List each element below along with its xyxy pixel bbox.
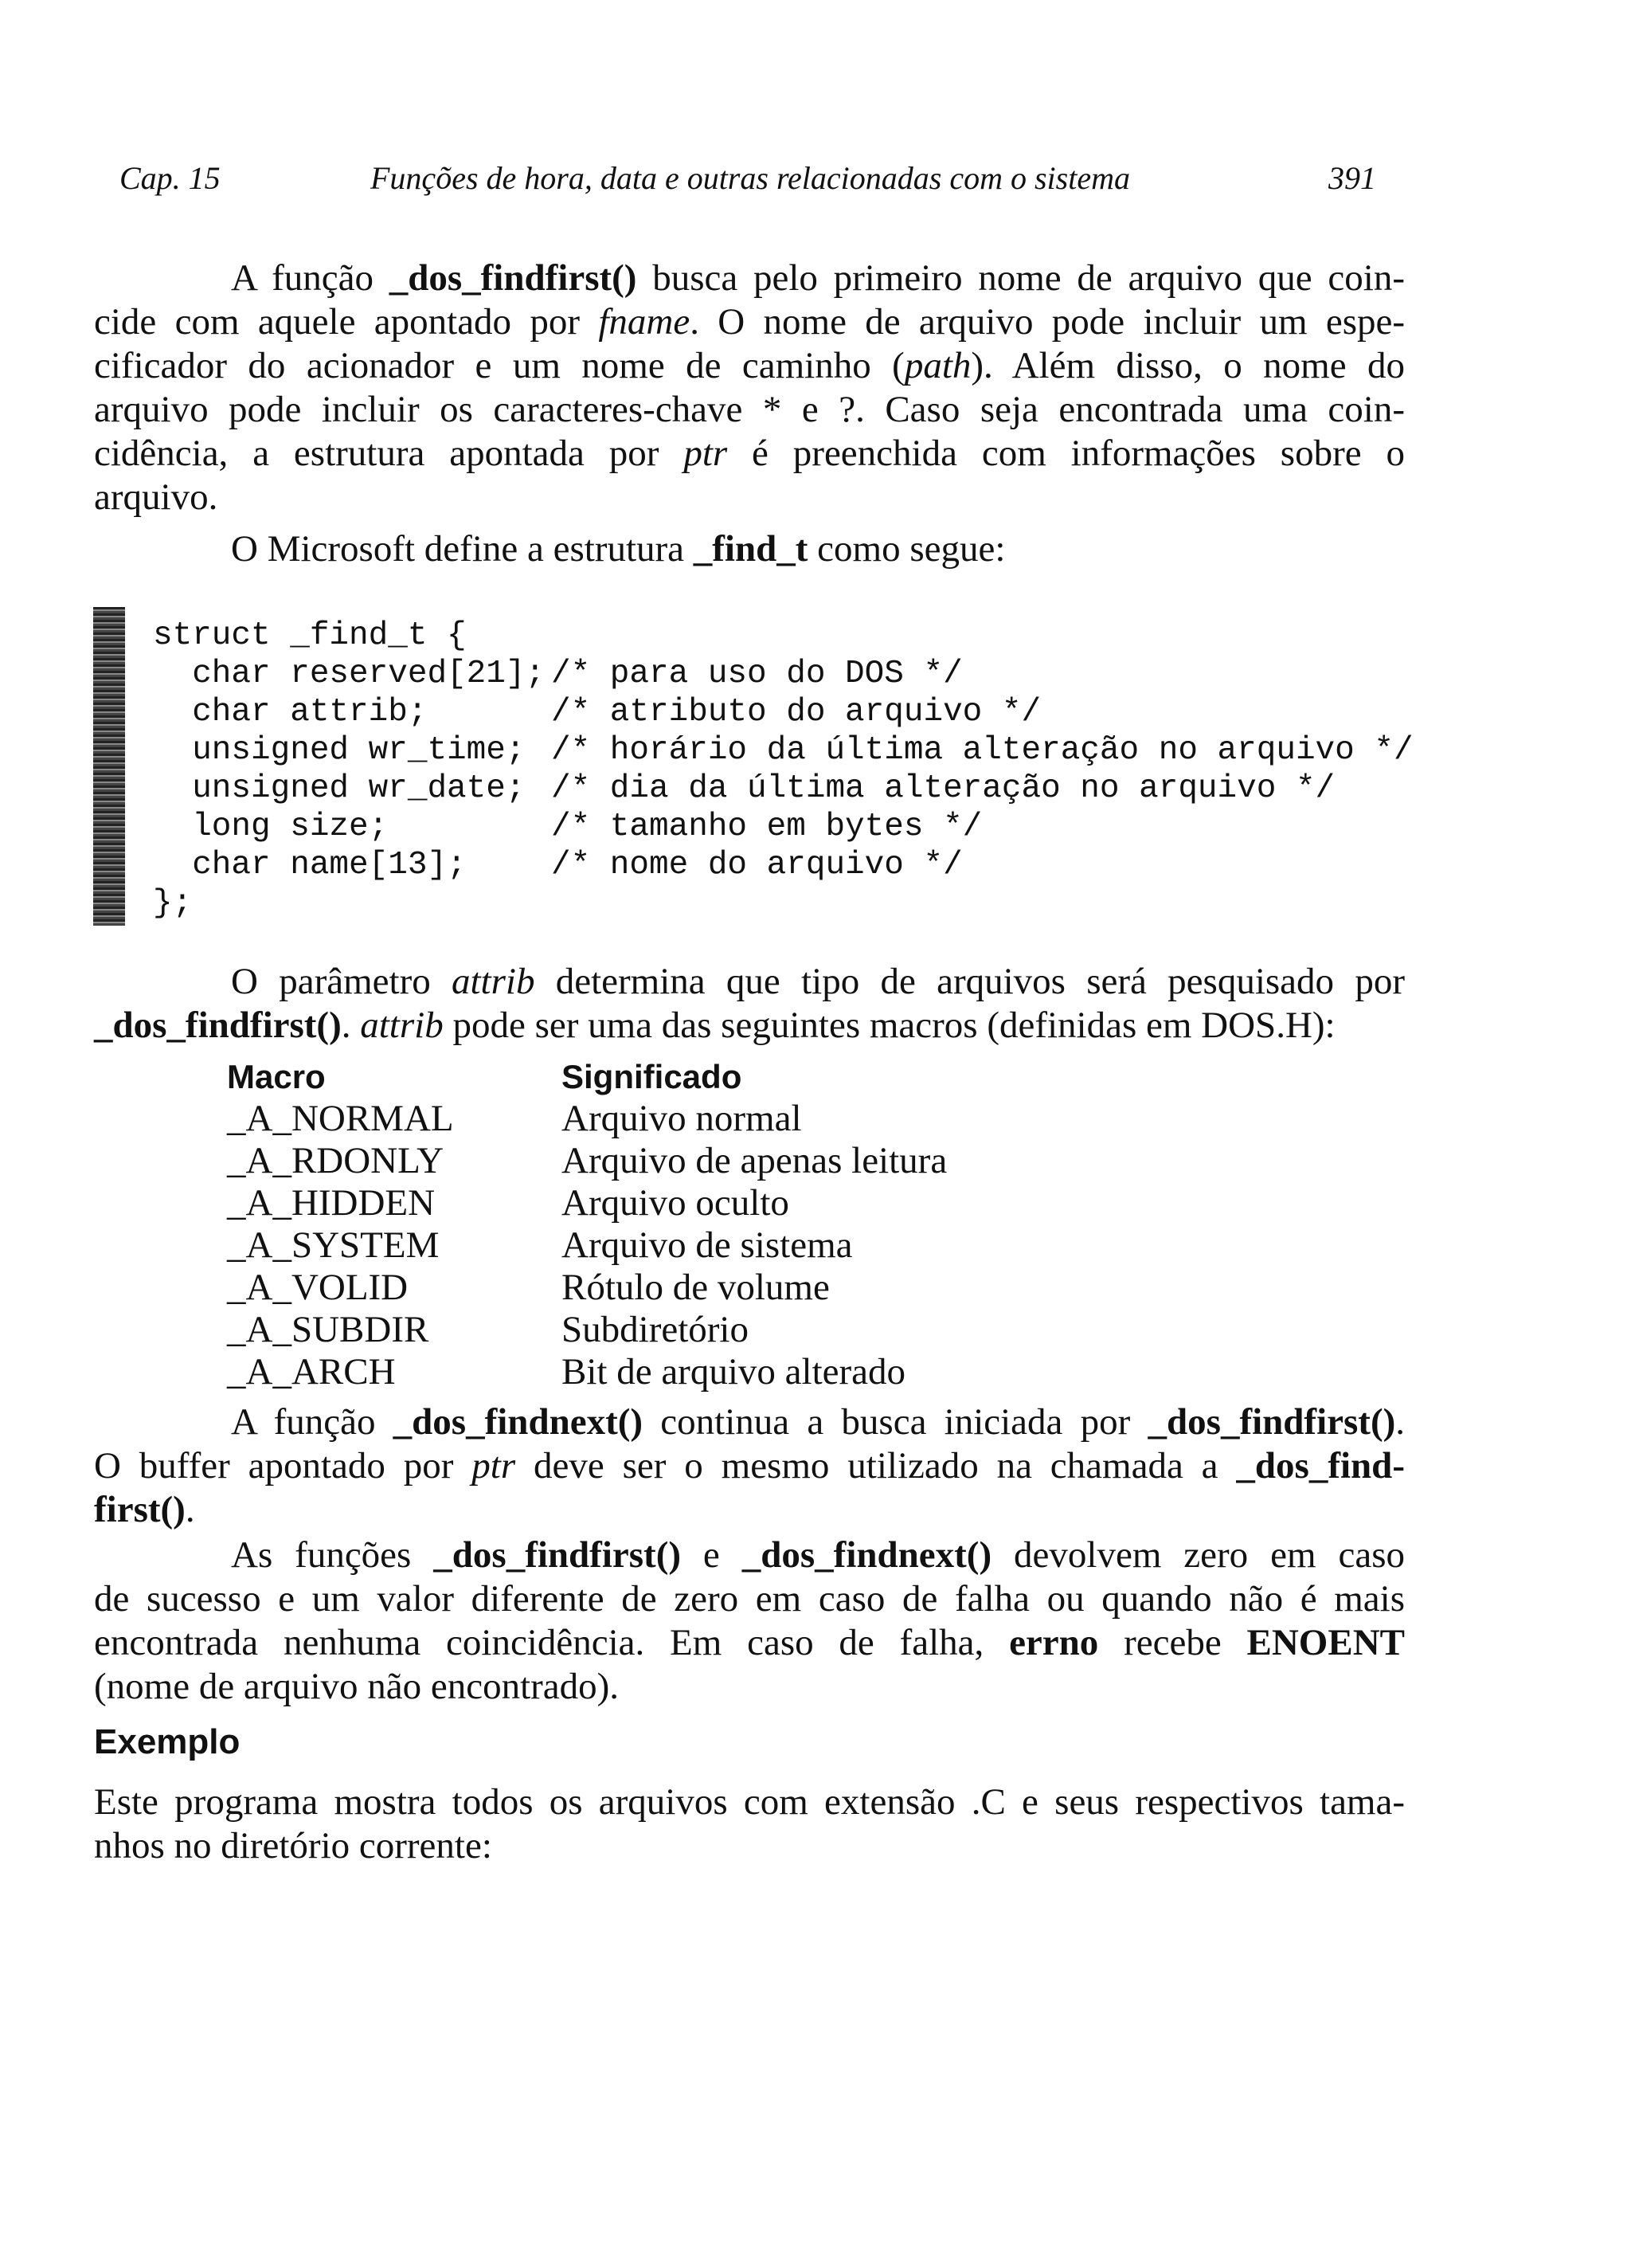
macro-row <box>227 1224 947 1267</box>
running-header-title: Funções de hora, data e outras relacionadas com o sistema <box>370 160 1130 196</box>
code-line-open: struct _find_t { <box>153 617 467 654</box>
text-run: é preenchida com informações sobre o <box>727 433 1405 474</box>
code-declaration: char attrib; <box>153 694 428 731</box>
macro-meaning: Arquivo de sistema <box>561 1224 853 1266</box>
bold-term: _dos_findfirst() <box>1148 1401 1396 1443</box>
macro-name: _A_VOLID <box>227 1267 409 1308</box>
macro-meaning: Rótulo de volume <box>561 1267 830 1308</box>
macro-name: _A_SYSTEM <box>227 1224 440 1266</box>
macro-row <box>227 1267 947 1309</box>
italic-term: path <box>904 345 972 386</box>
text-run: cidência, a estrutura apontada por <box>94 433 684 474</box>
macro-meaning: Arquivo de apenas leitura <box>561 1140 948 1181</box>
text-run: (nome de arquivo não encontrado). <box>94 1666 620 1707</box>
text-line <box>94 1400 1405 1444</box>
code-comment: /* dia da última alteração no arquivo */ <box>551 770 1336 807</box>
text-line <box>94 1780 1405 1824</box>
code-comment: /* nome do arquivo */ <box>551 847 963 883</box>
text-line <box>94 1534 1405 1577</box>
text-line <box>94 1621 1405 1665</box>
text-run: e <box>681 1534 742 1576</box>
code-declaration: char name[13]; <box>153 847 467 883</box>
text-run: arquivo. <box>94 476 218 518</box>
text-run: . <box>185 1489 195 1530</box>
paragraph-findfirst-description <box>94 257 1405 519</box>
text-run: Este programa mostra todos os arquivos com extensão .C e seus respectivos tama- <box>94 1781 1405 1823</box>
text-run: de sucesso e um valor diferente de zero em caso de falha ou quando não é mais <box>94 1578 1405 1620</box>
text-run: busca pelo primeiro nome de arquivo que coin- <box>636 257 1405 299</box>
italic-term: fname <box>598 301 690 343</box>
text-run: A função <box>231 257 389 299</box>
code-comment: /* tamanho em bytes */ <box>551 809 983 845</box>
code-fields <box>153 656 1414 883</box>
text-run: O buffer apontado por <box>94 1445 472 1487</box>
paragraph-find-t-intro <box>94 527 1405 571</box>
macro-row <box>227 1182 947 1224</box>
code-declaration: char reserved[21]; <box>153 656 546 692</box>
italic-term: ptr <box>471 1445 516 1487</box>
macro-row <box>227 1309 947 1351</box>
macro-row <box>227 1098 947 1140</box>
macro-meaning: Arquivo normal <box>561 1098 802 1139</box>
bold-term: ENOENT <box>1246 1622 1405 1663</box>
text-run: cificador do acionador e um nome de caminho ( <box>94 345 905 386</box>
code-comment: /* horário da última alteração no arquivo */ <box>551 732 1414 769</box>
code-margin-bar <box>93 607 125 926</box>
macro-name: _A_SUBDIR <box>227 1309 429 1350</box>
macro-table-body <box>227 1098 947 1393</box>
macro-name: _A_HIDDEN <box>227 1182 436 1224</box>
text-run: A função <box>231 1401 393 1443</box>
text-run: O parâmetro <box>231 961 452 1002</box>
text-line <box>94 527 1405 571</box>
text-run: devolvem zero em caso <box>992 1534 1405 1576</box>
text-line <box>94 1824 1405 1868</box>
text-line <box>94 257 1405 300</box>
text-run: continua a busca iniciada por <box>643 1401 1148 1443</box>
code-line-close: }; <box>153 885 193 922</box>
macro-name: _A_RDONLY <box>227 1140 444 1181</box>
text-line <box>94 1577 1405 1621</box>
text-line <box>94 432 1405 476</box>
bold-term: _dos_findfirst() <box>94 1005 342 1046</box>
text-run: como segue: <box>808 528 1006 570</box>
macro-row <box>227 1140 947 1182</box>
bold-term: errno <box>1009 1622 1099 1663</box>
paragraph-findnext <box>94 1400 1405 1532</box>
running-header-chapter: Cap. 15 <box>119 160 221 196</box>
paragraph-attrib <box>94 960 1405 1048</box>
text-line <box>94 388 1405 432</box>
bold-term: _dos_findfirst() <box>389 257 637 299</box>
code-comment: /* atributo do arquivo */ <box>551 694 1042 731</box>
code-declaration: unsigned wr_date; <box>153 770 526 807</box>
macro-name: _A_NORMAL <box>227 1098 454 1139</box>
macro-table-header <box>227 1056 947 1098</box>
bold-term: _dos_findnext() <box>393 1401 643 1443</box>
italic-term: attrib <box>360 1005 444 1046</box>
macro-meaning: Subdiretório <box>561 1309 749 1350</box>
code-block-find-t <box>153 617 1414 922</box>
text-run: recebe <box>1098 1622 1247 1663</box>
macro-table <box>227 1056 947 1393</box>
text-run: pode ser uma das seguintes macros (definidas em DOS.H): <box>443 1005 1336 1046</box>
text-run: . <box>1395 1401 1405 1443</box>
text-run: O Microsoft define a estrutura <box>231 528 694 570</box>
macro-column-header: Macro <box>227 1058 326 1095</box>
bold-term: _dos_find- <box>1236 1445 1405 1487</box>
text-run: deve ser o mesmo utilizado na chamada a <box>515 1445 1237 1487</box>
text-run: . O nome de arquivo pode incluir um espe- <box>690 301 1405 343</box>
text-line <box>94 1665 1405 1709</box>
text-run: . <box>341 1005 361 1046</box>
text-line <box>94 1444 1405 1488</box>
text-run: As funções <box>231 1534 434 1576</box>
example-heading: Exemplo <box>94 1722 241 1761</box>
code-comment: /* para uso do DOS */ <box>551 656 963 692</box>
code-declaration: long size; <box>153 809 389 845</box>
text-line <box>94 960 1405 1004</box>
text-run: nhos no diretório corrente: <box>94 1825 492 1866</box>
page-number: 391 <box>1328 160 1376 196</box>
text-line <box>94 1004 1405 1048</box>
italic-term: ptr <box>683 433 728 474</box>
paragraph-return-values <box>94 1534 1405 1709</box>
bold-term: _dos_findnext() <box>741 1534 992 1576</box>
macro-name: _A_ARCH <box>227 1351 396 1393</box>
text-run: cide com aquele apontado por <box>94 301 599 343</box>
macro-meaning: Bit de arquivo alterado <box>561 1351 905 1393</box>
text-line <box>94 476 1405 519</box>
text-line <box>94 1488 1405 1532</box>
macro-meaning: Arquivo oculto <box>561 1182 789 1224</box>
text-line <box>94 300 1405 344</box>
text-line <box>94 344 1405 388</box>
paragraph-example-description <box>94 1780 1405 1868</box>
italic-term: attrib <box>452 961 535 1002</box>
code-declaration: unsigned wr_time; <box>153 732 526 769</box>
meaning-column-header: Significado <box>561 1058 742 1095</box>
bold-term: _dos_findfirst() <box>433 1534 681 1576</box>
bold-term: first() <box>94 1489 186 1530</box>
bold-term: _find_t <box>693 528 808 570</box>
text-run: arquivo pode incluir os caracteres-chave * e ?. Caso seja encontrada uma coin- <box>94 389 1405 430</box>
macro-row <box>227 1351 947 1393</box>
text-run: determina que tipo de arquivos será pesquisado por <box>534 961 1405 1002</box>
text-run: ). Além disso, o nome do <box>971 345 1405 386</box>
text-run: encontrada nenhuma coincidência. Em caso de falha, <box>94 1622 1010 1663</box>
